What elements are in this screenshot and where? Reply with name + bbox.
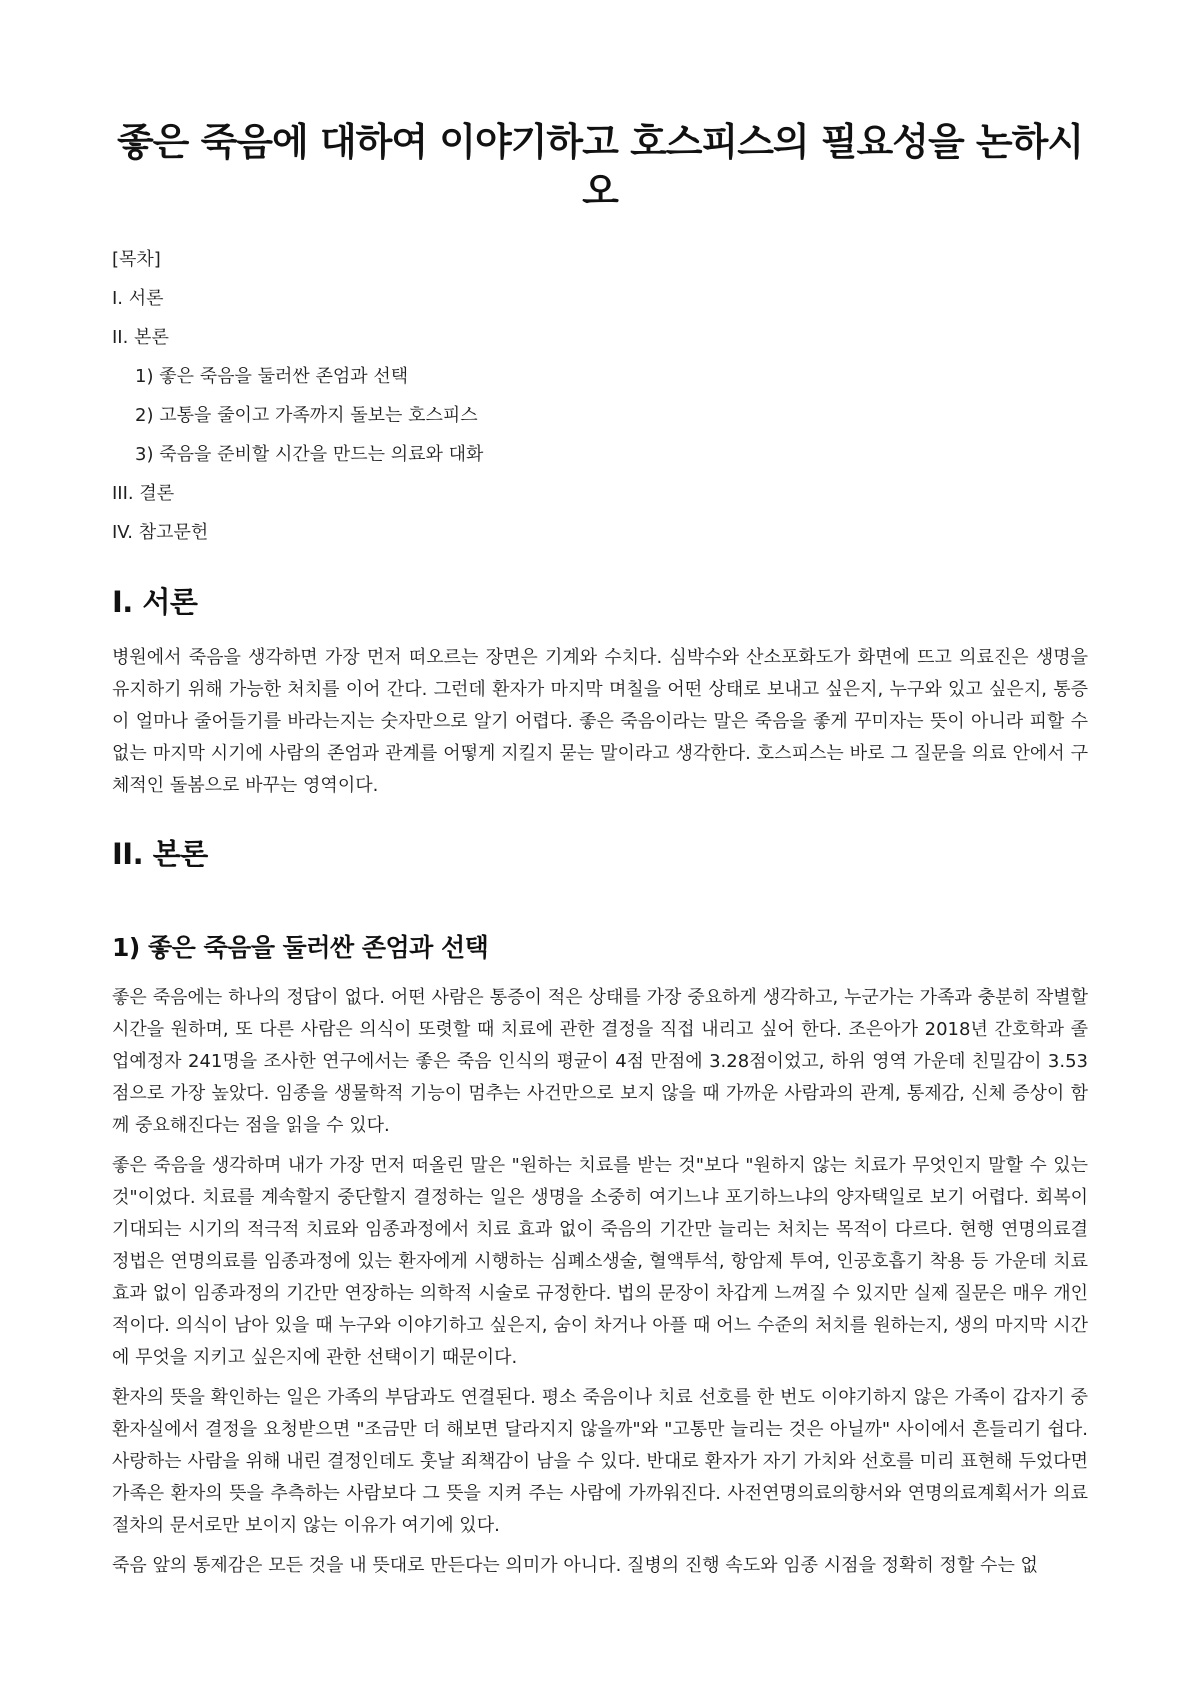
body-paragraph: 좋은 죽음을 생각하며 내가 가장 먼저 떠올린 말은 "원하는 치료를 받는 것"보다 "원하지 않는 치료가 무엇인지 말할 수 있는 것"이었다. 치료를 계속할지 중단할지 결정하는 일은 생명을 소중히 여기느냐 포기하느냐의 양자택일로 보기 어렵다. 회복이 기대되는 시기의 적극적 치료와 임종과정에서 치료 효과 없이 죽음의 기간만 늘리는 처치는 목적이 다르다. 현행 연명의료결정법은 연명의료를 임종과정에 있는 환자에게 시행하는 심폐소생술, 혈액투석, 항암제 투여, 인공호흡기 착용 등 가운데 치료 효과 없이 임종과정의 기간만 연장하는 의학적 시술로 규정한다. 법의 문장이 차갑게 느껴질 수 있지만 실제 질문은 매우 개인적이다. 의식이 남아 있을 때 누구와 이야기하고 싶은지, 숨이 차거나 아플 때 어느 수준의 처치를 원하는지, 생의 마지막 시간에 무엇을 지키고 싶은지에 관한 선택이기 때문이다. xyxy=(112,1154,1088,1368)
toc-item-body: II. 본론 xyxy=(112,326,169,348)
toc-item-body-section-2: 2) 고통을 줄이고 가족까지 돌보는 호스피스 xyxy=(135,404,478,426)
toc-item-body-section-1: 1) 좋은 죽음을 둘러싼 존엄과 선택 xyxy=(135,365,409,387)
body-paragraph: 좋은 죽음에는 하나의 정답이 없다. 어떤 사람은 통증이 적은 상태를 가장 중요하게 생각하고, 누군가는 가족과 충분히 작별할 시간을 원하며, 또 다른 사람은 의식이 또렷할 때 치료에 관한 결정을 직접 내리고 싶어 한다. 조은아가 2018년 간호학과 졸업예정자 241명을 조사한 연구에서는 좋은 죽음 인식의 평균이 4점 만점에 3.28점이었고, 하위 영역 가운데 친밀감이 3.53점으로 가장 높았다. 임종을 생물학적 기능이 멈추는 사건만으로 보지 않을 때 가까운 사람과의 관계, 통제감, 신체 증상이 함께 중요해진다는 점을 읽을 수 있다. xyxy=(112,986,1088,1136)
section-spacer xyxy=(112,810,1088,836)
toc-item-references: IV. 참고문헌 xyxy=(112,521,209,543)
toc-item-body-section-3: 3) 죽음을 준비할 시간을 만드는 의료와 대화 xyxy=(135,443,484,465)
toc-item-conclusion: III. 결론 xyxy=(112,482,175,504)
document-title: 좋은 죽음에 대하여 이야기하고 호스피스의 필요성을 논하시오 xyxy=(116,120,1084,214)
body-heading: II. 본론 xyxy=(112,836,208,871)
toc-item-introduction: I. 서론 xyxy=(112,287,164,309)
introduction-paragraph: 병원에서 죽음을 생각하면 가장 먼저 떠오르는 장면은 기계와 수치다. 심박수와 산소포화도가 화면에 뜨고 의료진은 생명을 유지하기 위해 가능한 처치를 이어 간다. 그런데 환자가 마지막 며칠을 어떤 상태로 보내고 싶은지, 누구와 있고 싶은지, 통증이 얼마나 줄어들기를 바라는지는 숫자만으로 알기 어렵다. 좋은 죽음이라는 말은 죽음을 좋게 꾸미자는 뜻이 아니라 피할 수 없는 마지막 시기에 사람의 존엄과 관계를 어떻게 지킬지 묻는 말이라고 생각한다. 호스피스는 바로 그 질문을 의료 안에서 구체적인 돌봄으로 바꾸는 영역이다. xyxy=(112,646,1088,796)
body-section-1-heading: 1) 좋은 죽음을 둘러싼 존엄과 선택 xyxy=(112,932,489,962)
body-paragraph: 환자의 뜻을 확인하는 일은 가족의 부담과도 연결된다. 평소 죽음이나 치료 선호를 한 번도 이야기하지 않은 가족이 갑자기 중환자실에서 결정을 요청받으면 "조금만 더 해보면 달라지지 않을까"와 "고통만 늘리는 것은 아닐까" 사이에서 흔들리기 쉽다. 사랑하는 사람을 위해 내린 결정인데도 훗날 죄책감이 남을 수 있다. 반대로 환자가 자기 가치와 선호를 미리 표현해 두었다면 가족은 환자의 뜻을 추측하는 사람보다 그 뜻을 지켜 주는 사람에 가까워진다. 사전연명의료의향서와 연명의료계획서가 의료 절차의 문서로만 보이지 않는 이유가 여기에 있다. xyxy=(112,1386,1088,1536)
toc-heading: [목차] xyxy=(112,248,161,270)
section-spacer xyxy=(112,894,1088,932)
introduction-heading: I. 서론 xyxy=(112,584,198,619)
table-of-contents xyxy=(112,249,1088,544)
body-paragraph: 죽음 앞의 통제감은 모든 것을 내 뜻대로 만든다는 의미가 아니다. 질병의 진행 속도와 임종 시점을 정확히 정할 수는 없 xyxy=(112,1554,1038,1576)
body-section xyxy=(112,836,1088,1582)
introduction-section xyxy=(112,584,1088,802)
